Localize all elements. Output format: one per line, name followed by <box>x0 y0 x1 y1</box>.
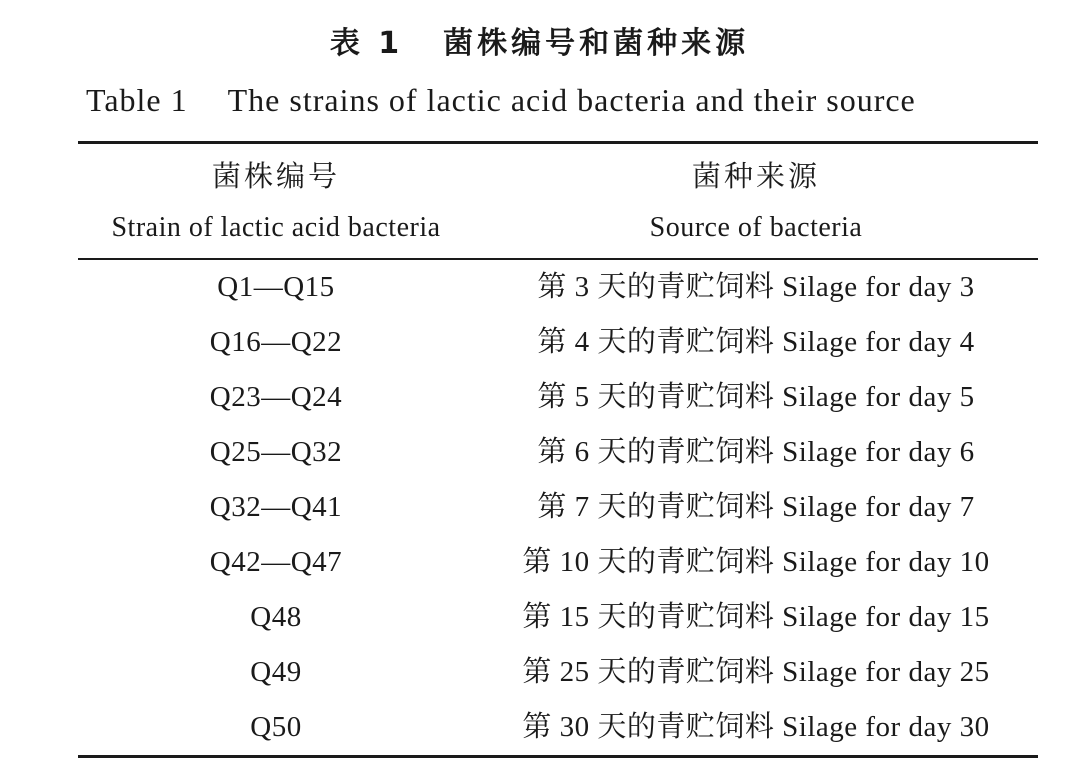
strain-cell: Q32—Q41 <box>209 491 343 523</box>
table-number-en: Table 1 <box>86 82 188 118</box>
table-row <box>0 370 1079 425</box>
table-title-en <box>86 82 916 119</box>
source-cell: 第 3 天的青贮饲料 Silage for day 3 <box>537 271 975 303</box>
source-cell: 第 30 天的青贮饲料 Silage for day 30 <box>522 711 990 743</box>
header-source-cn: 菌种来源 <box>691 159 820 193</box>
table-title-cn <box>0 18 1079 62</box>
table-row <box>0 700 1079 755</box>
strain-cell: Q25—Q32 <box>209 436 343 468</box>
table-row <box>0 480 1079 535</box>
source-cell: 第 5 天的青贮饲料 Silage for day 5 <box>537 381 975 413</box>
table-number-cn: 表 1 <box>329 26 404 61</box>
table-bottom-rule <box>78 755 1038 758</box>
strain-cell: Q49 <box>250 656 302 688</box>
table-row <box>0 315 1079 370</box>
table-row <box>0 535 1079 590</box>
table-caption-cn: 菌株编号和菌种来源 <box>443 26 750 61</box>
header-strain-en: Strain of lactic acid bacteria <box>111 212 441 243</box>
table-top-rule <box>78 141 1038 144</box>
header-source-en: Source of bacteria <box>649 212 863 243</box>
table-row <box>0 645 1079 700</box>
strain-cell: Q42—Q47 <box>209 546 343 578</box>
source-cell: 第 10 天的青贮饲料 Silage for day 10 <box>522 546 990 578</box>
header-strain-cn: 菌株编号 <box>211 159 340 193</box>
strain-cell: Q23—Q24 <box>209 381 343 413</box>
source-cell: 第 15 天的青贮饲料 Silage for day 15 <box>522 601 990 633</box>
strain-cell: Q16—Q22 <box>209 326 343 358</box>
source-cell: 第 6 天的青贮饲料 Silage for day 6 <box>537 436 975 468</box>
strain-cell: Q1—Q15 <box>217 271 335 303</box>
source-cell: 第 4 天的青贮饲料 Silage for day 4 <box>537 326 975 358</box>
strain-cell: Q50 <box>250 711 302 743</box>
source-cell: 第 25 天的青贮饲料 Silage for day 25 <box>522 656 990 688</box>
table-row <box>0 590 1079 645</box>
table-caption-en: The strains of lactic acid bacteria and their source <box>227 82 916 118</box>
table-row <box>0 260 1079 315</box>
source-cell: 第 7 天的青贮饲料 Silage for day 7 <box>537 491 975 523</box>
strain-cell: Q48 <box>250 601 302 633</box>
table-row <box>0 425 1079 480</box>
